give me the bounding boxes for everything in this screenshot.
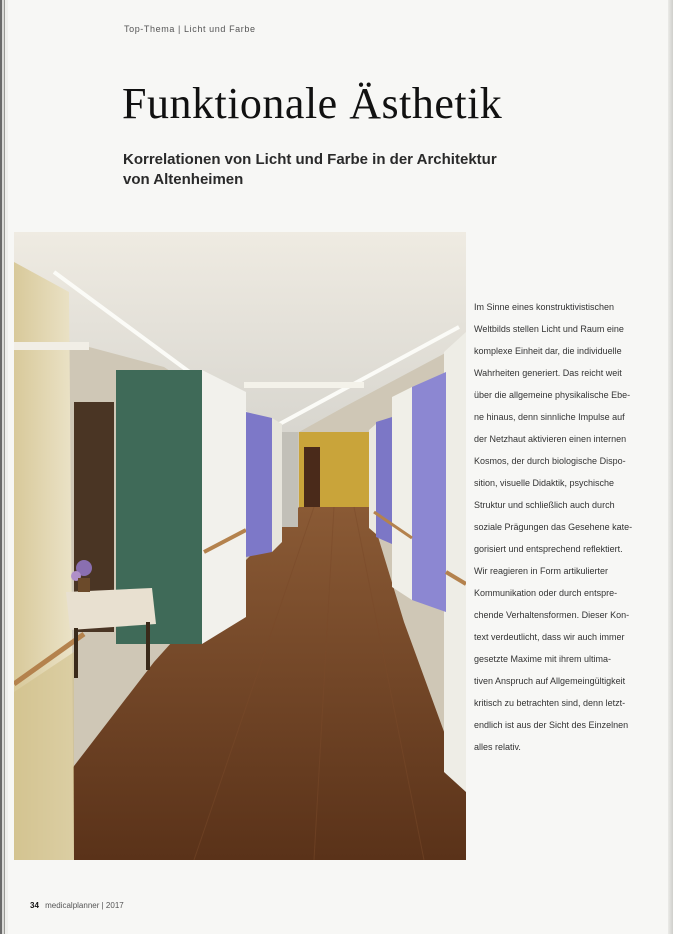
corridor-photo [14,232,466,860]
body-line: alles relativ. [474,742,521,752]
body-line: gesetzte Maxime mit ihrem ultima- [474,654,612,664]
body-line: sition, visuelle Didaktik, psychische [474,478,615,488]
body-line: endlich ist aus der Sicht des Einzelnen [474,720,629,730]
body-line: gorisiert und entsprechend reflektiert. [474,544,623,554]
body-line: Struktur und schließlich auch durch [474,500,615,510]
body-line: der Netzhaut aktivieren einen internen [474,434,627,444]
page-number: 34 [30,901,39,910]
article-title: Funktionale Ästhetik [122,79,503,128]
running-head: Top-Thema | Licht und Farbe [124,24,256,34]
body-line: komplexe Einheit dar, die individuelle [474,346,622,356]
body-line: kritisch zu betrachten sind, denn letzt- [474,698,626,708]
body-line: soziale Prägungen das Gesehene kate- [474,522,633,532]
subtitle-line: Korrelationen von Licht und Farbe in der Architektur [123,151,497,168]
body-line: Wahrheiten generiert. Das reicht weit [474,368,622,378]
body-line: Kosmos, der durch biologische Dispo- [474,456,626,466]
body-line: Im Sinne eines konstruktivistischen [474,302,615,312]
body-line: Weltbilds stellen Licht und Raum eine [474,324,624,334]
body-line: tiven Anspruch auf Allgemeingültigkeit [474,676,626,686]
body-line: chende Verhaltensformen. Dieser Kon- [474,610,630,620]
article-subtitle [123,150,553,190]
subtitle-line: von Altenheimen [123,171,244,188]
page-right-edge [668,0,673,934]
body-line: Kommunikation oder durch entspre- [474,588,618,598]
body-line: über die allgemeine physikalische Ebe- [474,390,631,400]
body-line: ne hinaus, denn sinnliche Impulse auf [474,412,625,422]
page-binding-edge [0,0,8,934]
publication-name: medicalplanner | 2017 [45,901,124,910]
body-line: Wir reagieren in Form artikulierter [474,566,609,576]
page-footer [30,901,124,910]
body-text [474,296,664,758]
body-line: text verdeutlicht, dass wir auch immer [474,632,625,642]
